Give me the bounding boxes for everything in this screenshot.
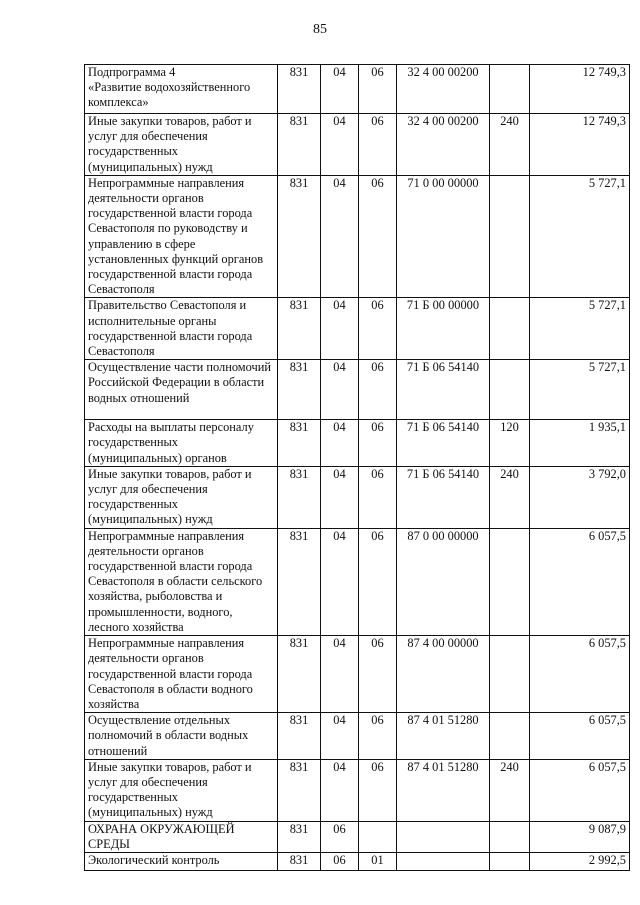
target-article-code-cell (397, 528, 490, 635)
expense-type-code-cell (490, 528, 530, 635)
table-row (85, 360, 630, 420)
expense-type-code: 240 (500, 759, 519, 774)
ministry-code-cell (278, 852, 321, 870)
target-article-code-cell (397, 298, 490, 360)
subsection-code: 06 (371, 114, 384, 128)
amount-cell (530, 713, 630, 760)
row-name-cell (85, 360, 278, 420)
amount-cell (530, 360, 630, 420)
ministry-code: 831 (289, 852, 309, 867)
row-name-cell (85, 636, 278, 713)
amount: 9 087,9 (588, 821, 626, 836)
target-article-code: 71 Б 06 54140 (406, 420, 480, 435)
ministry-code-cell (278, 360, 321, 420)
row-name-cell (85, 114, 278, 176)
amount: 6 057,5 (588, 759, 626, 774)
ministry-code-cell (278, 821, 321, 852)
subsection-code-cell (359, 420, 397, 467)
expense-type-code-cell (490, 360, 530, 420)
ministry-code-cell (278, 114, 321, 176)
expense-type-code-cell (490, 759, 530, 821)
ministry-code: 831 (289, 636, 309, 651)
expense-type-code-cell (490, 852, 530, 870)
table-row (85, 175, 630, 298)
amount: 12 749,3 (582, 114, 626, 128)
subsection-code: 06 (371, 420, 384, 435)
section-code-cell (321, 114, 359, 176)
target-article-code-cell (397, 360, 490, 420)
subsection-code: 06 (371, 636, 384, 651)
row-name-cell (85, 713, 278, 760)
subsection-code: 06 (371, 759, 384, 774)
section-code-cell (321, 466, 359, 528)
target-article-code-cell (397, 65, 490, 114)
target-article-code: 32 4 00 00200 (407, 114, 479, 128)
amount-cell (530, 114, 630, 176)
ministry-code-cell (278, 636, 321, 713)
row-name-cell (85, 466, 278, 528)
target-article-code-cell (397, 713, 490, 760)
expense-type-code: 240 (500, 114, 519, 128)
target-article-code-cell (397, 466, 490, 528)
subsection-code: 01 (371, 852, 384, 867)
expense-type-code-cell (490, 636, 530, 713)
ministry-code-cell (278, 175, 321, 298)
table-row (85, 114, 630, 176)
subsection-code-cell (359, 466, 397, 528)
section-code-cell (321, 298, 359, 360)
row-name: Экологический контроль (88, 852, 220, 867)
table-row (85, 713, 630, 760)
amount-cell (530, 759, 630, 821)
row-name: Подпрограмма 4 «Развитие водохозяйственного комплекса» (88, 65, 251, 110)
expense-type-code: 240 (500, 466, 519, 481)
subsection-code-cell (359, 298, 397, 360)
row-name-cell (85, 65, 278, 114)
section-code-cell (321, 759, 359, 821)
row-name: Иные закупки товаров, работ и услуг для обеспечения государственных (муниципальных) нужд (88, 114, 252, 174)
ministry-code: 831 (289, 528, 309, 543)
amount: 12 749,3 (582, 65, 626, 79)
ministry-code-cell (278, 466, 321, 528)
expense-type-code-cell (490, 298, 530, 360)
section-code: 04 (333, 420, 346, 435)
ministry-code-cell (278, 713, 321, 760)
subsection-code: 06 (371, 713, 384, 728)
row-name-cell (85, 759, 278, 821)
row-name: Иные закупки товаров, работ и услуг для обеспечения государственных (муниципальных) нужд (88, 759, 252, 820)
subsection-code-cell (359, 65, 397, 114)
ministry-code: 831 (289, 175, 309, 190)
target-article-code: 87 4 01 51280 (407, 713, 479, 728)
expense-type-code-cell (490, 821, 530, 852)
expense-type-code-cell (490, 713, 530, 760)
ministry-code: 831 (289, 65, 309, 79)
section-code: 04 (333, 175, 346, 190)
amount-cell (530, 528, 630, 635)
section-code-cell (321, 65, 359, 114)
table-body (85, 65, 630, 871)
amount: 1 935,1 (588, 420, 626, 435)
target-article-code: 71 0 00 00000 (407, 175, 479, 190)
expense-type-code: 120 (500, 420, 519, 435)
subsection-code-cell (359, 759, 397, 821)
subsection-code-cell (359, 175, 397, 298)
section-code-cell (321, 175, 359, 298)
target-article-code-cell (397, 420, 490, 467)
row-name: Непрограммные направления деятельности органов государственной власти города Севастополя в области сельского хозяйства, рыболовства и промышленности, водного, лесного хозяйства (88, 528, 263, 634)
budget-table (84, 64, 630, 871)
page-number: 85 (313, 22, 327, 37)
ministry-code: 831 (289, 420, 309, 435)
amount-cell (530, 852, 630, 870)
section-code: 04 (333, 636, 346, 651)
target-article-code-cell (397, 175, 490, 298)
section-code: 06 (333, 821, 346, 836)
target-article-code: 71 Б 00 00000 (406, 298, 480, 313)
subsection-code-cell (359, 528, 397, 635)
amount: 5 727,1 (588, 360, 626, 375)
subsection-code: 06 (371, 298, 384, 313)
row-name-cell (85, 852, 278, 870)
amount-cell (530, 298, 630, 360)
expense-type-code-cell (490, 175, 530, 298)
row-name-cell (85, 175, 278, 298)
subsection-code-cell (359, 360, 397, 420)
section-code: 06 (333, 852, 346, 867)
amount-cell (530, 175, 630, 298)
row-name-cell (85, 528, 278, 635)
row-name-cell (85, 298, 278, 360)
amount-cell (530, 65, 630, 114)
target-article-code-cell (397, 852, 490, 870)
section-code-cell (321, 713, 359, 760)
target-article-code: 87 0 00 00000 (407, 528, 479, 543)
ministry-code-cell (278, 298, 321, 360)
amount: 2 992,5 (588, 852, 626, 867)
amount: 3 792,0 (588, 466, 626, 481)
table-row (85, 298, 630, 360)
target-article-code: 71 Б 06 54140 (406, 360, 480, 375)
section-code: 04 (333, 528, 346, 543)
ministry-code: 831 (289, 466, 309, 481)
table-row (85, 466, 630, 528)
target-article-code: 87 4 00 00000 (407, 636, 479, 651)
row-name: Непрограммные направления деятельности органов государственной власти города Севастополя в области водного хозяйства (88, 636, 253, 711)
ministry-code: 831 (289, 360, 309, 375)
subsection-code: 06 (371, 360, 384, 375)
target-article-code-cell (397, 821, 490, 852)
table-row (85, 65, 630, 114)
subsection-code: 06 (371, 175, 384, 190)
ministry-code: 831 (289, 114, 309, 128)
section-code-cell (321, 852, 359, 870)
amount-cell (530, 821, 630, 852)
section-code-cell (321, 420, 359, 467)
table-row (85, 759, 630, 821)
table-row (85, 821, 630, 852)
ministry-code-cell (278, 420, 321, 467)
amount-cell (530, 466, 630, 528)
ministry-code-cell (278, 528, 321, 635)
row-name: Осуществление части полномочий Российской Федерации в области водных отношений (88, 360, 271, 405)
section-code: 04 (333, 298, 346, 313)
subsection-code-cell (359, 114, 397, 176)
amount: 5 727,1 (588, 298, 626, 313)
expense-type-code-cell (490, 466, 530, 528)
row-name: Иные закупки товаров, работ и услуг для обеспечения государственных (муниципальных) нужд (88, 466, 252, 527)
subsection-code-cell (359, 713, 397, 760)
table-row (85, 636, 630, 713)
section-code: 04 (333, 713, 346, 728)
expense-type-code-cell (490, 65, 530, 114)
expense-type-code-cell (490, 114, 530, 176)
section-code: 04 (333, 360, 346, 375)
ministry-code: 831 (289, 759, 309, 774)
row-name-cell (85, 821, 278, 852)
section-code-cell (321, 636, 359, 713)
subsection-code: 06 (371, 528, 384, 543)
expense-type-code-cell (490, 420, 530, 467)
subsection-code: 06 (371, 466, 384, 481)
ministry-code: 831 (289, 821, 309, 836)
amount: 6 057,5 (588, 528, 626, 543)
ministry-code-cell (278, 65, 321, 114)
table-row (85, 852, 630, 870)
amount: 6 057,5 (588, 713, 626, 728)
subsection-code: 06 (371, 65, 384, 79)
amount-cell (530, 636, 630, 713)
amount: 5 727,1 (588, 175, 626, 190)
table-row (85, 528, 630, 635)
section-code: 04 (333, 466, 346, 481)
subsection-code-cell (359, 636, 397, 713)
subsection-code-cell (359, 821, 397, 852)
row-name: Правительство Севастополя и исполнительные органы государственной власти города Севастополя (88, 298, 253, 359)
row-name: Расходы на выплаты персоналу государственных (муниципальных) органов (88, 420, 254, 465)
row-name: Непрограммные направления деятельности органов государственной власти города Севастополя по руководству и управлению в сфере установленных функций органов государственной власти города Севастополя (88, 175, 264, 297)
target-article-code: 32 4 00 00200 (407, 65, 479, 79)
ministry-code: 831 (289, 298, 309, 313)
ministry-code-cell (278, 759, 321, 821)
section-code-cell (321, 360, 359, 420)
target-article-code-cell (397, 114, 490, 176)
section-code: 04 (333, 65, 346, 79)
amount: 6 057,5 (588, 636, 626, 651)
section-code: 04 (333, 114, 346, 128)
row-name: ОХРАНА ОКРУЖАЮЩЕЙ СРЕДЫ (88, 821, 235, 851)
target-article-code-cell (397, 759, 490, 821)
subsection-code-cell (359, 852, 397, 870)
target-article-code-cell (397, 636, 490, 713)
section-code-cell (321, 821, 359, 852)
section-code-cell (321, 528, 359, 635)
target-article-code: 87 4 01 51280 (407, 759, 479, 774)
row-name-cell (85, 420, 278, 467)
ministry-code: 831 (289, 713, 309, 728)
target-article-code: 71 Б 06 54140 (406, 466, 480, 481)
table-row (85, 420, 630, 467)
row-name: Осуществление отдельных полномочий в области водных отношений (88, 713, 249, 758)
amount-cell (530, 420, 630, 467)
section-code: 04 (333, 759, 346, 774)
